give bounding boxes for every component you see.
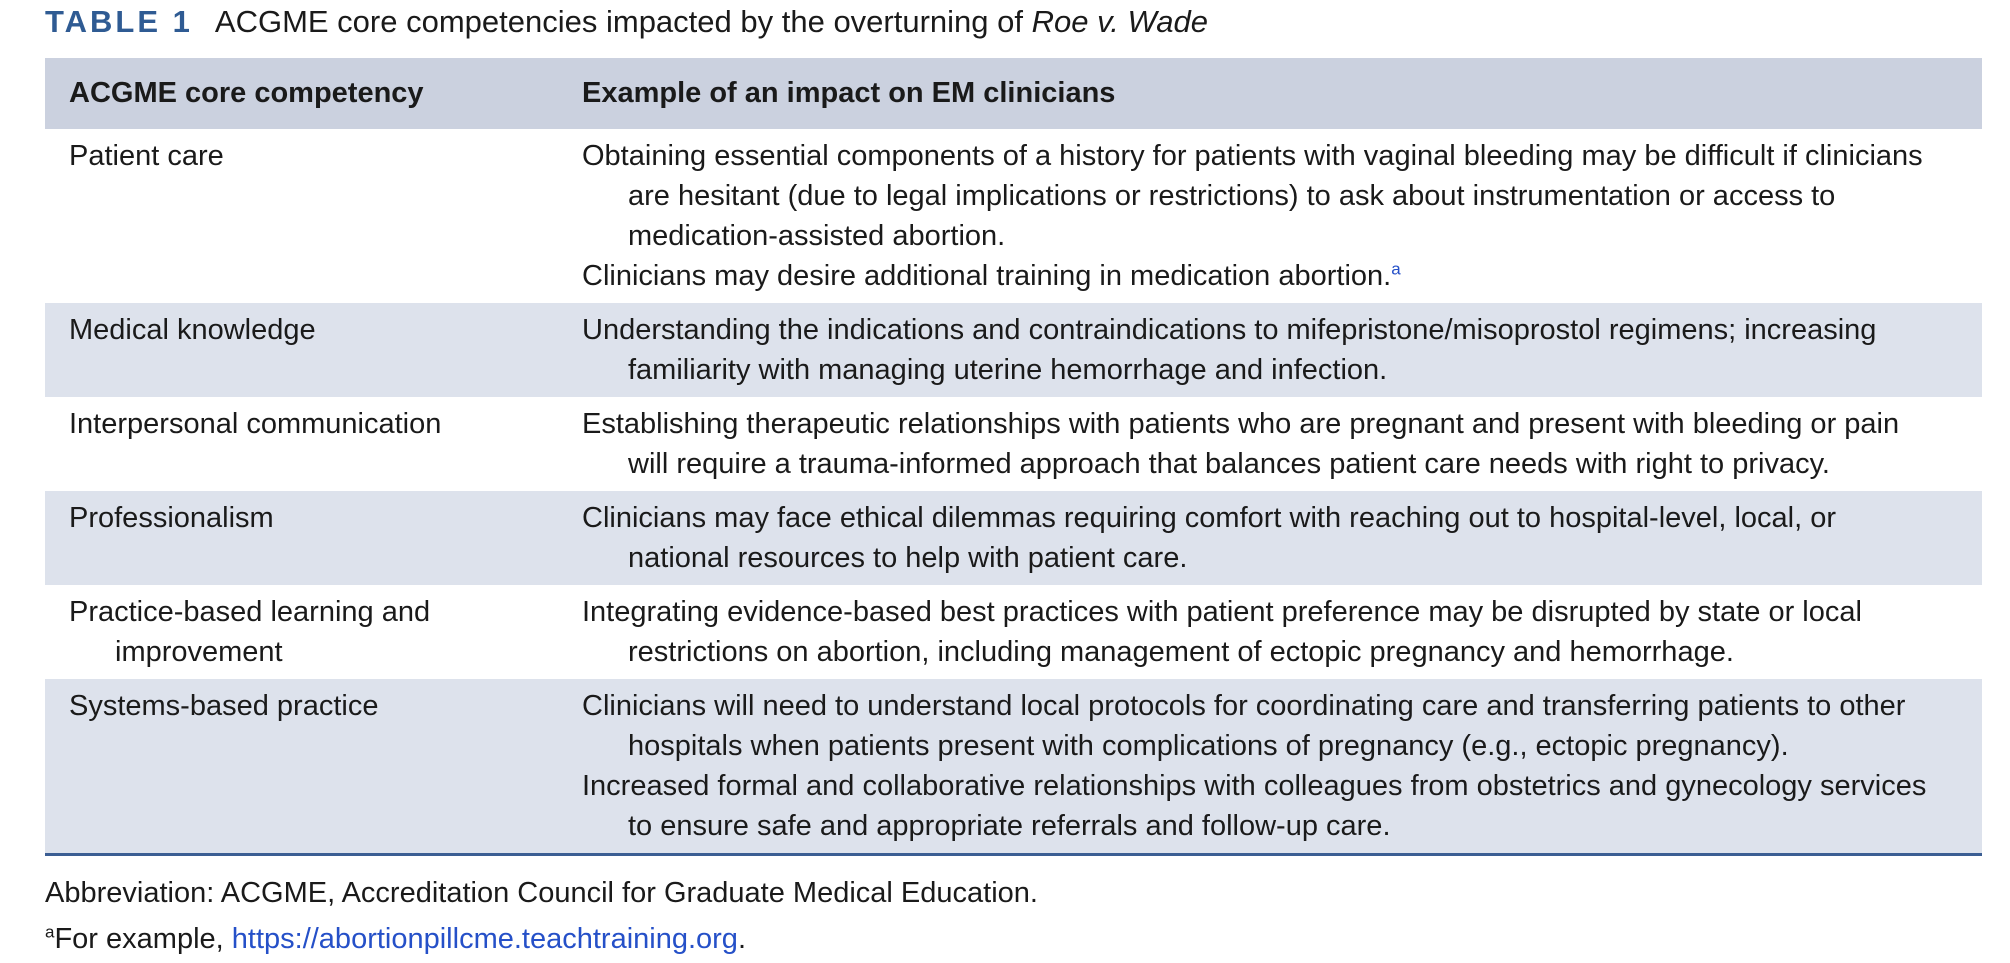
example-line [582,310,1977,350]
competency-cell [69,686,539,726]
footnote-link[interactable]: https://abortionpillcme.teachtraining.org [231,923,738,955]
example-line [582,806,1977,846]
table-row [45,491,1982,585]
competency-line: Practice-based learning and [69,596,431,628]
example-cell [582,592,1977,672]
example-line-text: Clinicians may face ethical dilemmas requiring comfort with reaching out to hospital-level, local, or [582,502,1836,534]
example-line [582,256,1977,296]
example-line-text: Establishing therapeutic relationships with patients who are pregnant and present with bleeding or pain [582,408,1900,440]
competency-cell [69,310,539,350]
example-line [582,216,1977,256]
example-line-text: national resources to help with patient care. [628,542,1188,574]
example-line-text: Increased formal and collaborative relationships with colleagues from obstetrics and gynecology services [582,770,1927,802]
example-line-text: restrictions on abortion, including management of ectopic pregnancy and hemorrhage. [628,636,1734,668]
example-line-text: medication-assisted abortion. [628,220,1006,252]
example-line [582,766,1977,806]
example-cell [582,686,1977,846]
table-title: ACGME core competencies impacted by the overturning of [214,4,1032,39]
example-line [582,404,1977,444]
table-row [45,679,1982,853]
example-line-text: Clinicians may desire additional training in medication abortion. [582,260,1392,292]
example-line-text: to ensure safe and appropriate referrals and follow-up care. [628,810,1391,842]
competency-cell [69,404,539,444]
example-line [582,498,1977,538]
example-line [582,136,1977,176]
competency-line: improvement [115,636,283,668]
competency-cell [69,592,539,672]
example-line-text: Integrating evidence-based best practices with patient preference may be disrupted by state or local [582,596,1862,628]
example-cell [582,498,1977,578]
abbreviation-note: Abbreviation: ACGME, Accreditation Council for Graduate Medical Education. [45,877,1038,909]
table-body [45,129,1982,853]
example-line [582,444,1977,484]
example-cell [582,310,1977,390]
table-row [45,397,1982,491]
example-line-text: hospitals when patients present with complications of pregnancy (e.g., ectopic pregnancy). [628,730,1789,762]
competency-line: Interpersonal communication [69,408,442,440]
example-line [582,592,1977,632]
example-line [582,726,1977,766]
example-line [582,538,1977,578]
example-cell [582,404,1977,484]
competency-line: Professionalism [69,502,274,534]
example-line-text: Clinicians will need to understand local protocols for coordinating care and transferring patients to other [582,690,1906,722]
example-line [582,632,1977,672]
competency-line: Medical knowledge [69,314,316,346]
table-title-italic: Roe v. Wade [1031,4,1208,39]
example-cell [582,136,1977,296]
table-header-row [45,58,1982,129]
table-caption [45,2,1208,42]
example-line-text: Obtaining essential components of a history for patients with vaginal bleeding may be difficult if clinicians [582,140,1923,172]
competency-line: Systems-based practice [69,690,379,722]
footnote-mark: a [45,922,55,942]
example-line [582,686,1977,726]
table-row [45,585,1982,679]
table-bottom-rule [45,853,1982,856]
competency-line: Patient care [69,140,224,172]
table-label: TABLE 1 [45,4,193,39]
header-competency: ACGME core competency [69,77,424,109]
footnote-end: . [737,923,746,955]
example-line [582,176,1977,216]
competency-cell [69,498,539,538]
example-line-text: will require a trauma-informed approach that balances patient care needs with right to privacy. [628,448,1830,480]
header-example: Example of an impact on EM clinicians [582,77,1116,109]
example-line-text: familiarity with managing uterine hemorrhage and infection. [628,354,1388,386]
footnote-a [45,919,746,959]
example-line-text: are hesitant (due to legal implications or restrictions) to ask about instrumentation or access to [628,180,1836,212]
example-line [582,350,1977,390]
example-line-text: Understanding the indications and contraindications to mifepristone/misoprostol regimens; increasing [582,314,1877,346]
competency-table [45,58,1982,856]
footnote-text: For example, [54,923,232,955]
table-row [45,129,1982,303]
competency-cell [69,136,539,176]
footnote-ref[interactable]: a [1391,259,1401,279]
table-row [45,303,1982,397]
